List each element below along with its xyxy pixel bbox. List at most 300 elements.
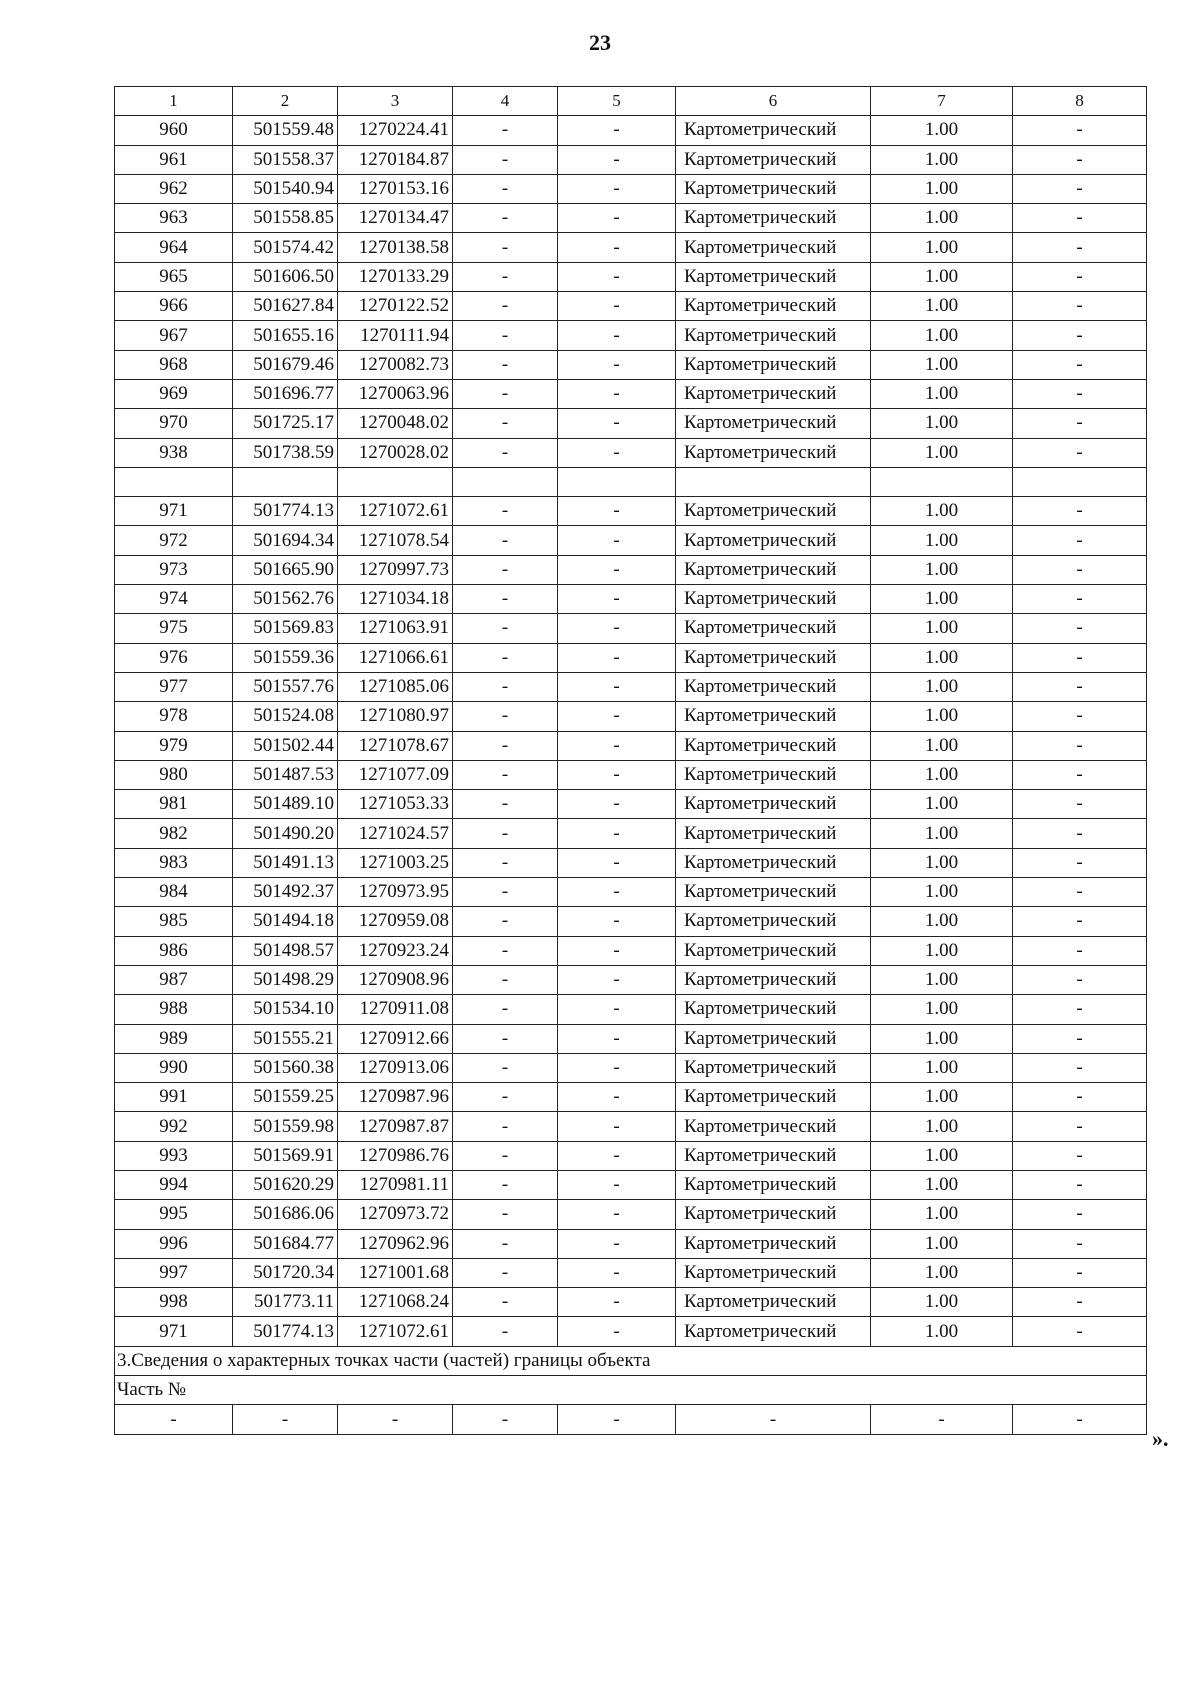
col8-cell: - — [1013, 555, 1147, 584]
accuracy-cell: 1.00 — [871, 614, 1013, 643]
col8-cell: - — [1013, 1200, 1147, 1229]
y-coordinate-cell: 1271068.24 — [338, 1288, 453, 1317]
accuracy-cell: 1.00 — [871, 204, 1013, 233]
col8-cell: - — [1013, 1053, 1147, 1082]
col5-cell: - — [558, 409, 676, 438]
col4-cell: - — [453, 379, 558, 408]
x-coordinate-cell: 501562.76 — [233, 585, 338, 614]
x-coordinate-cell: 501560.38 — [233, 1053, 338, 1082]
col8-cell: - — [1013, 438, 1147, 467]
method-cell: Картометрический — [676, 907, 871, 936]
part-cell: - — [115, 1405, 233, 1434]
y-coordinate-cell: 1271053.33 — [338, 790, 453, 819]
col4-cell: - — [453, 790, 558, 819]
table-row — [115, 702, 1147, 731]
method-cell: Картометрический — [676, 116, 871, 145]
y-coordinate-cell: 1270111.94 — [338, 321, 453, 350]
col5-cell: - — [558, 819, 676, 848]
accuracy-cell: 1.00 — [871, 731, 1013, 760]
method-cell: Картометрический — [676, 438, 871, 467]
accuracy-cell: 1.00 — [871, 526, 1013, 555]
col4-cell: - — [453, 1288, 558, 1317]
accuracy-cell: 1.00 — [871, 321, 1013, 350]
col4-cell: - — [453, 555, 558, 584]
method-cell: Картометрический — [676, 878, 871, 907]
col4-cell: - — [453, 1258, 558, 1287]
col5-cell: - — [558, 878, 676, 907]
point-number-cell: 965 — [115, 262, 233, 291]
method-cell: Картометрический — [676, 965, 871, 994]
y-coordinate-cell: 1271003.25 — [338, 848, 453, 877]
col8-cell: - — [1013, 848, 1147, 877]
table-body — [115, 87, 1147, 1435]
col8-cell: - — [1013, 585, 1147, 614]
col5-cell: - — [558, 790, 676, 819]
col5-cell: - — [558, 174, 676, 203]
col4-cell: - — [453, 702, 558, 731]
table-row — [115, 1288, 1147, 1317]
col5-cell: - — [558, 1229, 676, 1258]
y-coordinate-cell: 1271034.18 — [338, 585, 453, 614]
empty-cell — [1013, 467, 1147, 496]
accuracy-cell: 1.00 — [871, 878, 1013, 907]
x-coordinate-cell: 501569.91 — [233, 1141, 338, 1170]
col4-cell: - — [453, 116, 558, 145]
method-cell: Картометрический — [676, 1112, 871, 1141]
x-coordinate-cell: 501559.25 — [233, 1083, 338, 1112]
x-coordinate-cell: 501487.53 — [233, 760, 338, 789]
method-cell: Картометрический — [676, 643, 871, 672]
col8-cell: - — [1013, 321, 1147, 350]
col5-cell: - — [558, 1141, 676, 1170]
col8-cell: - — [1013, 1170, 1147, 1199]
col8-cell: - — [1013, 292, 1147, 321]
table-row — [115, 1024, 1147, 1053]
method-cell: Картометрический — [676, 1024, 871, 1053]
accuracy-cell: 1.00 — [871, 555, 1013, 584]
table-row — [115, 907, 1147, 936]
col4-cell: - — [453, 907, 558, 936]
col4-cell: - — [453, 1317, 558, 1346]
col5-cell: - — [558, 672, 676, 701]
method-cell: Картометрический — [676, 672, 871, 701]
empty-cell — [558, 467, 676, 496]
table-row — [115, 585, 1147, 614]
col5-cell: - — [558, 497, 676, 526]
col8-cell: - — [1013, 379, 1147, 408]
col5-cell: - — [558, 350, 676, 379]
col4-cell: - — [453, 585, 558, 614]
point-number-cell: 967 — [115, 321, 233, 350]
accuracy-cell: 1.00 — [871, 292, 1013, 321]
y-coordinate-cell: 1270082.73 — [338, 350, 453, 379]
point-number-cell: 971 — [115, 1317, 233, 1346]
accuracy-cell: 1.00 — [871, 1024, 1013, 1053]
method-cell: Картометрический — [676, 819, 871, 848]
method-cell: Картометрический — [676, 1229, 871, 1258]
col4-cell: - — [453, 731, 558, 760]
method-cell: Картометрический — [676, 555, 871, 584]
point-number-cell: 968 — [115, 350, 233, 379]
point-number-cell: 995 — [115, 1200, 233, 1229]
y-coordinate-cell: 1270973.95 — [338, 878, 453, 907]
table-header-row — [115, 87, 1147, 116]
table-row — [115, 995, 1147, 1024]
x-coordinate-cell: 501569.83 — [233, 614, 338, 643]
table-row — [115, 292, 1147, 321]
col4-cell: - — [453, 233, 558, 262]
y-coordinate-cell: 1271078.67 — [338, 731, 453, 760]
accuracy-cell: 1.00 — [871, 907, 1013, 936]
accuracy-cell: 1.00 — [871, 233, 1013, 262]
accuracy-cell: 1.00 — [871, 672, 1013, 701]
col8-cell: - — [1013, 936, 1147, 965]
col5-cell: - — [558, 233, 676, 262]
x-coordinate-cell: 501774.13 — [233, 1317, 338, 1346]
col8-cell: - — [1013, 878, 1147, 907]
x-coordinate-cell: 501555.21 — [233, 1024, 338, 1053]
y-coordinate-cell: 1270959.08 — [338, 907, 453, 936]
method-cell: Картометрический — [676, 350, 871, 379]
point-number-cell: 966 — [115, 292, 233, 321]
accuracy-cell: 1.00 — [871, 1229, 1013, 1258]
table-row — [115, 438, 1147, 467]
col8-cell: - — [1013, 409, 1147, 438]
x-coordinate-cell: 501773.11 — [233, 1288, 338, 1317]
col5-cell: - — [558, 526, 676, 555]
x-coordinate-cell: 501574.42 — [233, 233, 338, 262]
column-header: 2 — [233, 87, 338, 116]
point-number-cell: 971 — [115, 497, 233, 526]
point-number-cell: 973 — [115, 555, 233, 584]
table-row — [115, 1112, 1147, 1141]
method-cell: Картометрический — [676, 145, 871, 174]
accuracy-cell: 1.00 — [871, 965, 1013, 994]
table-row — [115, 379, 1147, 408]
table-row — [115, 555, 1147, 584]
col8-cell: - — [1013, 1141, 1147, 1170]
method-cell: Картометрический — [676, 1083, 871, 1112]
point-number-cell: 962 — [115, 174, 233, 203]
accuracy-cell: 1.00 — [871, 438, 1013, 467]
coordinates-table — [114, 86, 1147, 1435]
col4-cell: - — [453, 819, 558, 848]
x-coordinate-cell: 501498.29 — [233, 965, 338, 994]
x-coordinate-cell: 501534.10 — [233, 995, 338, 1024]
y-coordinate-cell: 1270962.96 — [338, 1229, 453, 1258]
part-cell: - — [1013, 1405, 1147, 1434]
y-coordinate-cell: 1271001.68 — [338, 1258, 453, 1287]
col5-cell: - — [558, 262, 676, 291]
point-number-cell: 961 — [115, 145, 233, 174]
col5-cell: - — [558, 379, 676, 408]
col8-cell: - — [1013, 497, 1147, 526]
y-coordinate-cell: 1271063.91 — [338, 614, 453, 643]
column-header: 8 — [1013, 87, 1147, 116]
col8-cell: - — [1013, 350, 1147, 379]
y-coordinate-cell: 1270133.29 — [338, 262, 453, 291]
col8-cell: - — [1013, 1083, 1147, 1112]
x-coordinate-cell: 501774.13 — [233, 497, 338, 526]
point-number-cell: 985 — [115, 907, 233, 936]
col5-cell: - — [558, 1258, 676, 1287]
accuracy-cell: 1.00 — [871, 145, 1013, 174]
x-coordinate-cell: 501686.06 — [233, 1200, 338, 1229]
column-header: 3 — [338, 87, 453, 116]
empty-cell — [338, 467, 453, 496]
point-number-cell: 969 — [115, 379, 233, 408]
x-coordinate-cell: 501524.08 — [233, 702, 338, 731]
table-row — [115, 116, 1147, 145]
col4-cell: - — [453, 848, 558, 877]
col4-cell: - — [453, 1229, 558, 1258]
table-row — [115, 233, 1147, 262]
col4-cell: - — [453, 1141, 558, 1170]
x-coordinate-cell: 501558.37 — [233, 145, 338, 174]
method-cell: Картометрический — [676, 702, 871, 731]
method-cell: Картометрический — [676, 731, 871, 760]
col5-cell: - — [558, 1170, 676, 1199]
point-number-cell: 992 — [115, 1112, 233, 1141]
col8-cell: - — [1013, 1317, 1147, 1346]
col8-cell: - — [1013, 526, 1147, 555]
y-coordinate-cell: 1271066.61 — [338, 643, 453, 672]
y-coordinate-cell: 1270986.76 — [338, 1141, 453, 1170]
table-row — [115, 174, 1147, 203]
x-coordinate-cell: 501655.16 — [233, 321, 338, 350]
point-number-cell: 978 — [115, 702, 233, 731]
column-header: 1 — [115, 87, 233, 116]
col4-cell: - — [453, 526, 558, 555]
part-cell: - — [558, 1405, 676, 1434]
table-row — [115, 848, 1147, 877]
point-number-cell: 990 — [115, 1053, 233, 1082]
method-cell: Картометрический — [676, 1258, 871, 1287]
col5-cell: - — [558, 116, 676, 145]
col5-cell: - — [558, 848, 676, 877]
col5-cell: - — [558, 1083, 676, 1112]
col4-cell: - — [453, 614, 558, 643]
y-coordinate-cell: 1270048.02 — [338, 409, 453, 438]
col4-cell: - — [453, 292, 558, 321]
col5-cell: - — [558, 1112, 676, 1141]
col8-cell: - — [1013, 174, 1147, 203]
section-title-row — [115, 1346, 1147, 1375]
col8-cell: - — [1013, 145, 1147, 174]
point-number-cell: 963 — [115, 204, 233, 233]
x-coordinate-cell: 501684.77 — [233, 1229, 338, 1258]
point-number-cell: 974 — [115, 585, 233, 614]
accuracy-cell: 1.00 — [871, 1083, 1013, 1112]
table-row — [115, 1141, 1147, 1170]
part-label: Часть № — [115, 1376, 1147, 1405]
table-row — [115, 497, 1147, 526]
y-coordinate-cell: 1271080.97 — [338, 702, 453, 731]
method-cell: Картометрический — [676, 409, 871, 438]
col5-cell: - — [558, 1024, 676, 1053]
x-coordinate-cell: 501627.84 — [233, 292, 338, 321]
method-cell: Картометрический — [676, 526, 871, 555]
accuracy-cell: 1.00 — [871, 409, 1013, 438]
empty-cell — [453, 467, 558, 496]
accuracy-cell: 1.00 — [871, 702, 1013, 731]
method-cell: Картометрический — [676, 1170, 871, 1199]
x-coordinate-cell: 501498.57 — [233, 936, 338, 965]
x-coordinate-cell: 501606.50 — [233, 262, 338, 291]
y-coordinate-cell: 1271072.61 — [338, 497, 453, 526]
part-cell: - — [871, 1405, 1013, 1434]
y-coordinate-cell: 1270973.72 — [338, 1200, 453, 1229]
col4-cell: - — [453, 409, 558, 438]
col8-cell: - — [1013, 760, 1147, 789]
table-row — [115, 731, 1147, 760]
column-header: 4 — [453, 87, 558, 116]
table-row — [115, 1083, 1147, 1112]
point-number-cell: 991 — [115, 1083, 233, 1112]
method-cell: Картометрический — [676, 233, 871, 262]
part-data-row — [115, 1405, 1147, 1434]
method-cell: Картометрический — [676, 1053, 871, 1082]
method-cell: Картометрический — [676, 585, 871, 614]
method-cell: Картометрический — [676, 1317, 871, 1346]
col4-cell: - — [453, 262, 558, 291]
x-coordinate-cell: 501679.46 — [233, 350, 338, 379]
col5-cell: - — [558, 555, 676, 584]
col8-cell: - — [1013, 116, 1147, 145]
accuracy-cell: 1.00 — [871, 643, 1013, 672]
table-row — [115, 1258, 1147, 1287]
col4-cell: - — [453, 145, 558, 174]
col4-cell: - — [453, 760, 558, 789]
point-number-cell: 972 — [115, 526, 233, 555]
col4-cell: - — [453, 1083, 558, 1112]
x-coordinate-cell: 501620.29 — [233, 1170, 338, 1199]
point-number-cell: 982 — [115, 819, 233, 848]
y-coordinate-cell: 1270908.96 — [338, 965, 453, 994]
col8-cell: - — [1013, 1229, 1147, 1258]
section-title: 3.Сведения о характерных точках части (частей) границы объекта — [115, 1346, 1147, 1375]
x-coordinate-cell: 501540.94 — [233, 174, 338, 203]
y-coordinate-cell: 1270138.58 — [338, 233, 453, 262]
col8-cell: - — [1013, 731, 1147, 760]
col8-cell: - — [1013, 672, 1147, 701]
col4-cell: - — [453, 1200, 558, 1229]
x-coordinate-cell: 501665.90 — [233, 555, 338, 584]
page-number: 23 — [589, 30, 611, 55]
point-number-cell: 964 — [115, 233, 233, 262]
method-cell: Картометрический — [676, 760, 871, 789]
col8-cell: - — [1013, 995, 1147, 1024]
y-coordinate-cell: 1270913.06 — [338, 1053, 453, 1082]
table-row — [115, 1229, 1147, 1258]
col5-cell: - — [558, 643, 676, 672]
y-coordinate-cell: 1270981.11 — [338, 1170, 453, 1199]
accuracy-cell: 1.00 — [871, 585, 1013, 614]
table-row — [115, 409, 1147, 438]
method-cell: Картометрический — [676, 292, 871, 321]
closing-quote: ». — [1152, 1426, 1169, 1451]
accuracy-cell: 1.00 — [871, 848, 1013, 877]
point-number-cell: 987 — [115, 965, 233, 994]
table-row — [115, 262, 1147, 291]
col5-cell: - — [558, 614, 676, 643]
col5-cell: - — [558, 1288, 676, 1317]
col4-cell: - — [453, 1024, 558, 1053]
table-row — [115, 936, 1147, 965]
method-cell: Картометрический — [676, 204, 871, 233]
col8-cell: - — [1013, 1112, 1147, 1141]
accuracy-cell: 1.00 — [871, 1141, 1013, 1170]
col5-cell: - — [558, 438, 676, 467]
table-row — [115, 145, 1147, 174]
accuracy-cell: 1.00 — [871, 350, 1013, 379]
point-number-cell: 970 — [115, 409, 233, 438]
y-coordinate-cell: 1270997.73 — [338, 555, 453, 584]
y-coordinate-cell: 1271077.09 — [338, 760, 453, 789]
y-coordinate-cell: 1270063.96 — [338, 379, 453, 408]
x-coordinate-cell: 501720.34 — [233, 1258, 338, 1287]
accuracy-cell: 1.00 — [871, 1200, 1013, 1229]
y-coordinate-cell: 1270987.96 — [338, 1083, 453, 1112]
part-cell: - — [453, 1405, 558, 1434]
col5-cell: - — [558, 907, 676, 936]
accuracy-cell: 1.00 — [871, 760, 1013, 789]
table-row — [115, 1317, 1147, 1346]
x-coordinate-cell: 501502.44 — [233, 731, 338, 760]
col4-cell: - — [453, 321, 558, 350]
method-cell: Картометрический — [676, 995, 871, 1024]
col8-cell: - — [1013, 1024, 1147, 1053]
method-cell: Картометрический — [676, 848, 871, 877]
accuracy-cell: 1.00 — [871, 1258, 1013, 1287]
accuracy-cell: 1.00 — [871, 262, 1013, 291]
col8-cell: - — [1013, 819, 1147, 848]
col8-cell: - — [1013, 643, 1147, 672]
col5-cell: - — [558, 760, 676, 789]
separator-row — [115, 467, 1147, 496]
accuracy-cell: 1.00 — [871, 1112, 1013, 1141]
empty-cell — [115, 467, 233, 496]
col4-cell: - — [453, 1053, 558, 1082]
y-coordinate-cell: 1270911.08 — [338, 995, 453, 1024]
point-number-cell: 986 — [115, 936, 233, 965]
accuracy-cell: 1.00 — [871, 819, 1013, 848]
table-row — [115, 526, 1147, 555]
method-cell: Картометрический — [676, 1200, 871, 1229]
col8-cell: - — [1013, 204, 1147, 233]
table-row — [115, 819, 1147, 848]
x-coordinate-cell: 501492.37 — [233, 878, 338, 907]
point-number-cell: 996 — [115, 1229, 233, 1258]
accuracy-cell: 1.00 — [871, 497, 1013, 526]
x-coordinate-cell: 501696.77 — [233, 379, 338, 408]
col4-cell: - — [453, 438, 558, 467]
point-number-cell: 998 — [115, 1288, 233, 1317]
col4-cell: - — [453, 1112, 558, 1141]
accuracy-cell: 1.00 — [871, 174, 1013, 203]
y-coordinate-cell: 1270923.24 — [338, 936, 453, 965]
table-row — [115, 321, 1147, 350]
table-row — [115, 1053, 1147, 1082]
col4-cell: - — [453, 497, 558, 526]
y-coordinate-cell: 1270224.41 — [338, 116, 453, 145]
col5-cell: - — [558, 995, 676, 1024]
x-coordinate-cell: 501559.36 — [233, 643, 338, 672]
method-cell: Картометрический — [676, 790, 871, 819]
col4-cell: - — [453, 1170, 558, 1199]
col4-cell: - — [453, 965, 558, 994]
part-label-row — [115, 1376, 1147, 1405]
